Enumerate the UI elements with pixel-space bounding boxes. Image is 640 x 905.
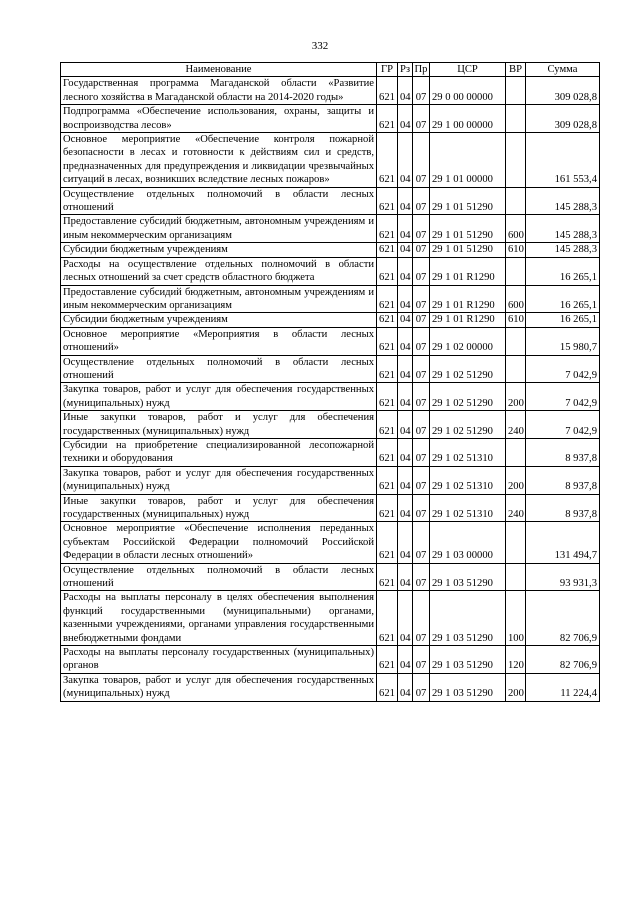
cell-sum: 8 937,8 xyxy=(526,494,600,522)
cell-name: Иные закупки товаров, работ и услуг для обеспечения государственных (муниципальных) нужд xyxy=(61,411,377,439)
table-header-row xyxy=(61,63,600,77)
cell-gr: 621 xyxy=(377,285,398,313)
cell-pr: 07 xyxy=(413,673,430,701)
cell-rz: 04 xyxy=(398,466,413,494)
cell-name: Субсидии на приобретение специализированной лесопожарной техники и оборудования xyxy=(61,438,377,466)
cell-vr: 200 xyxy=(506,466,526,494)
cell-sum: 145 288,3 xyxy=(526,187,600,215)
cell-name: Государственная программа Магаданской области «Развитие лесного хозяйства в Магаданской области на 2014-2020 годы» xyxy=(61,77,377,105)
cell-name: Подпрограмма «Обеспечение использования, охраны, защиты и воспроизводства лесов» xyxy=(61,105,377,133)
cell-rz: 04 xyxy=(398,563,413,591)
cell-gr: 621 xyxy=(377,215,398,243)
cell-gr: 621 xyxy=(377,646,398,674)
cell-vr: 610 xyxy=(506,313,526,327)
cell-vr: 610 xyxy=(506,243,526,257)
cell-vr: 600 xyxy=(506,285,526,313)
table-row xyxy=(61,215,600,243)
cell-rz: 04 xyxy=(398,591,413,646)
cell-vr xyxy=(506,257,526,285)
table-row xyxy=(61,187,600,215)
cell-pr: 07 xyxy=(413,522,430,563)
table-row xyxy=(61,243,600,257)
cell-name: Расходы на выплаты персоналу государственных (муниципальных) органов xyxy=(61,646,377,674)
cell-sum: 16 265,1 xyxy=(526,285,600,313)
cell-pr: 07 xyxy=(413,105,430,133)
cell-vr: 120 xyxy=(506,646,526,674)
cell-csr: 29 1 01 R1290 xyxy=(430,313,506,327)
table-row xyxy=(61,522,600,563)
header-sum: Сумма xyxy=(526,63,600,77)
cell-vr xyxy=(506,438,526,466)
table-row xyxy=(61,133,600,188)
cell-gr: 621 xyxy=(377,105,398,133)
cell-name: Расходы на выплаты персоналу в целях обеспечения выполнения функций государственными (муниципальными) органами, казенными учреждениями, органами управления государственными внебюджетными фондами xyxy=(61,591,377,646)
cell-pr: 07 xyxy=(413,466,430,494)
cell-rz: 04 xyxy=(398,105,413,133)
cell-name: Иные закупки товаров, работ и услуг для обеспечения государственных (муниципальных) нужд xyxy=(61,494,377,522)
cell-gr: 621 xyxy=(377,383,398,411)
cell-csr: 29 1 02 51290 xyxy=(430,355,506,383)
cell-csr: 29 1 02 51310 xyxy=(430,466,506,494)
cell-gr: 621 xyxy=(377,327,398,355)
table-row xyxy=(61,673,600,701)
cell-vr xyxy=(506,133,526,188)
cell-vr: 240 xyxy=(506,411,526,439)
cell-rz: 04 xyxy=(398,285,413,313)
table-row xyxy=(61,563,600,591)
cell-pr: 07 xyxy=(413,257,430,285)
cell-sum: 8 937,8 xyxy=(526,466,600,494)
cell-pr: 07 xyxy=(413,438,430,466)
header-pr: Пр xyxy=(413,63,430,77)
cell-csr: 29 1 02 51310 xyxy=(430,438,506,466)
cell-gr: 621 xyxy=(377,591,398,646)
cell-pr: 07 xyxy=(413,646,430,674)
table-row xyxy=(61,77,600,105)
table-row xyxy=(61,355,600,383)
cell-name: Расходы на осуществление отдельных полномочий в области лесных отношений за счет средств областного бюджета xyxy=(61,257,377,285)
cell-csr: 29 1 03 51290 xyxy=(430,673,506,701)
cell-gr: 621 xyxy=(377,494,398,522)
cell-rz: 04 xyxy=(398,243,413,257)
cell-pr: 07 xyxy=(413,133,430,188)
cell-rz: 04 xyxy=(398,673,413,701)
cell-rz: 04 xyxy=(398,257,413,285)
cell-gr: 621 xyxy=(377,133,398,188)
cell-vr xyxy=(506,522,526,563)
cell-name: Предоставление субсидий бюджетным, автономным учреждениям и иным некоммерческим организациям xyxy=(61,285,377,313)
cell-gr: 621 xyxy=(377,673,398,701)
cell-csr: 29 1 01 R1290 xyxy=(430,257,506,285)
cell-csr: 29 1 01 51290 xyxy=(430,187,506,215)
cell-csr: 29 1 01 51290 xyxy=(430,215,506,243)
table-row xyxy=(61,646,600,674)
cell-name: Субсидии бюджетным учреждениям xyxy=(61,313,377,327)
cell-name: Закупка товаров, работ и услуг для обеспечения государственных (муниципальных) нужд xyxy=(61,673,377,701)
cell-gr: 621 xyxy=(377,187,398,215)
cell-pr: 07 xyxy=(413,494,430,522)
cell-pr: 07 xyxy=(413,187,430,215)
page-number: 332 xyxy=(311,40,329,52)
cell-pr: 07 xyxy=(413,243,430,257)
cell-name: Осуществление отдельных полномочий в области лесных отношений xyxy=(61,187,377,215)
cell-name: Основное мероприятие «Мероприятия в области лесных отношений» xyxy=(61,327,377,355)
cell-rz: 04 xyxy=(398,215,413,243)
cell-sum: 15 980,7 xyxy=(526,327,600,355)
cell-csr: 29 1 02 51290 xyxy=(430,411,506,439)
cell-pr: 07 xyxy=(413,285,430,313)
cell-rz: 04 xyxy=(398,522,413,563)
cell-gr: 621 xyxy=(377,77,398,105)
cell-pr: 07 xyxy=(413,313,430,327)
cell-name: Закупка товаров, работ и услуг для обеспечения государственных (муниципальных) нужд xyxy=(61,383,377,411)
cell-rz: 04 xyxy=(398,494,413,522)
cell-sum: 309 028,8 xyxy=(526,105,600,133)
cell-rz: 04 xyxy=(398,77,413,105)
cell-gr: 621 xyxy=(377,257,398,285)
cell-gr: 621 xyxy=(377,243,398,257)
header-rz: Рз xyxy=(398,63,413,77)
header-csr: ЦСР xyxy=(430,63,506,77)
cell-name: Осуществление отдельных полномочий в области лесных отношений xyxy=(61,355,377,383)
table-row xyxy=(61,494,600,522)
cell-pr: 07 xyxy=(413,383,430,411)
cell-gr: 621 xyxy=(377,355,398,383)
cell-rz: 04 xyxy=(398,133,413,188)
cell-sum: 16 265,1 xyxy=(526,257,600,285)
cell-csr: 29 0 00 00000 xyxy=(430,77,506,105)
cell-pr: 07 xyxy=(413,327,430,355)
cell-csr: 29 1 03 51290 xyxy=(430,591,506,646)
cell-csr: 29 1 01 51290 xyxy=(430,243,506,257)
cell-rz: 04 xyxy=(398,187,413,215)
cell-gr: 621 xyxy=(377,522,398,563)
cell-sum: 82 706,9 xyxy=(526,591,600,646)
cell-vr: 200 xyxy=(506,673,526,701)
cell-csr: 29 1 02 00000 xyxy=(430,327,506,355)
table-row xyxy=(61,327,600,355)
cell-rz: 04 xyxy=(398,327,413,355)
cell-csr: 29 1 02 51290 xyxy=(430,383,506,411)
cell-sum: 11 224,4 xyxy=(526,673,600,701)
cell-vr xyxy=(506,187,526,215)
header-name: Наименование xyxy=(61,63,377,77)
cell-vr xyxy=(506,355,526,383)
cell-vr xyxy=(506,77,526,105)
cell-vr xyxy=(506,105,526,133)
cell-sum: 7 042,9 xyxy=(526,355,600,383)
cell-vr: 100 xyxy=(506,591,526,646)
cell-csr: 29 1 03 00000 xyxy=(430,522,506,563)
cell-sum: 145 288,3 xyxy=(526,243,600,257)
cell-sum: 131 494,7 xyxy=(526,522,600,563)
cell-pr: 07 xyxy=(413,77,430,105)
cell-gr: 621 xyxy=(377,411,398,439)
cell-rz: 04 xyxy=(398,383,413,411)
cell-gr: 621 xyxy=(377,438,398,466)
cell-pr: 07 xyxy=(413,591,430,646)
cell-pr: 07 xyxy=(413,411,430,439)
cell-sum: 16 265,1 xyxy=(526,313,600,327)
table-row xyxy=(61,591,600,646)
cell-pr: 07 xyxy=(413,215,430,243)
cell-csr: 29 1 03 51290 xyxy=(430,646,506,674)
cell-rz: 04 xyxy=(398,313,413,327)
cell-sum: 82 706,9 xyxy=(526,646,600,674)
cell-sum: 8 937,8 xyxy=(526,438,600,466)
header-gr: ГР xyxy=(377,63,398,77)
table-row xyxy=(61,257,600,285)
cell-name: Осуществление отдельных полномочий в области лесных отношений xyxy=(61,563,377,591)
cell-csr: 29 1 01 00000 xyxy=(430,133,506,188)
cell-sum: 7 042,9 xyxy=(526,383,600,411)
cell-vr: 600 xyxy=(506,215,526,243)
cell-sum: 161 553,4 xyxy=(526,133,600,188)
cell-rz: 04 xyxy=(398,646,413,674)
cell-vr xyxy=(506,563,526,591)
cell-csr: 29 1 03 51290 xyxy=(430,563,506,591)
cell-pr: 07 xyxy=(413,563,430,591)
cell-rz: 04 xyxy=(398,411,413,439)
cell-gr: 621 xyxy=(377,466,398,494)
cell-rz: 04 xyxy=(398,438,413,466)
cell-name: Субсидии бюджетным учреждениям xyxy=(61,243,377,257)
budget-table xyxy=(60,62,600,702)
cell-csr: 29 1 02 51310 xyxy=(430,494,506,522)
cell-name: Основное мероприятие «Обеспечение контроля пожарной безопасности в лесах и готовности к действиям сил и средств, предназначенных для предупреждения и ликвидации чрезвычайных ситуаций в лесах, возникших вследствие лесных пожаров» xyxy=(61,133,377,188)
cell-gr: 621 xyxy=(377,563,398,591)
cell-sum: 93 931,3 xyxy=(526,563,600,591)
cell-sum: 145 288,3 xyxy=(526,215,600,243)
cell-vr: 240 xyxy=(506,494,526,522)
table-row xyxy=(61,411,600,439)
cell-rz: 04 xyxy=(398,355,413,383)
cell-gr: 621 xyxy=(377,313,398,327)
cell-name: Закупка товаров, работ и услуг для обеспечения государственных (муниципальных) нужд xyxy=(61,466,377,494)
table-row xyxy=(61,438,600,466)
cell-pr: 07 xyxy=(413,355,430,383)
cell-vr: 200 xyxy=(506,383,526,411)
table-row xyxy=(61,285,600,313)
cell-csr: 29 1 01 R1290 xyxy=(430,285,506,313)
header-vr: ВР xyxy=(506,63,526,77)
cell-sum: 7 042,9 xyxy=(526,411,600,439)
table-row xyxy=(61,383,600,411)
cell-sum: 309 028,8 xyxy=(526,77,600,105)
table-row xyxy=(61,466,600,494)
table-row xyxy=(61,105,600,133)
table-row xyxy=(61,313,600,327)
cell-name: Предоставление субсидий бюджетным, автономным учреждениям и иным некоммерческим организациям xyxy=(61,215,377,243)
cell-name: Основное мероприятие «Обеспечение исполнения переданных субъектам Российской Федерации полномочий Российской Федерации в области лесных отношений» xyxy=(61,522,377,563)
cell-csr: 29 1 00 00000 xyxy=(430,105,506,133)
cell-vr xyxy=(506,327,526,355)
